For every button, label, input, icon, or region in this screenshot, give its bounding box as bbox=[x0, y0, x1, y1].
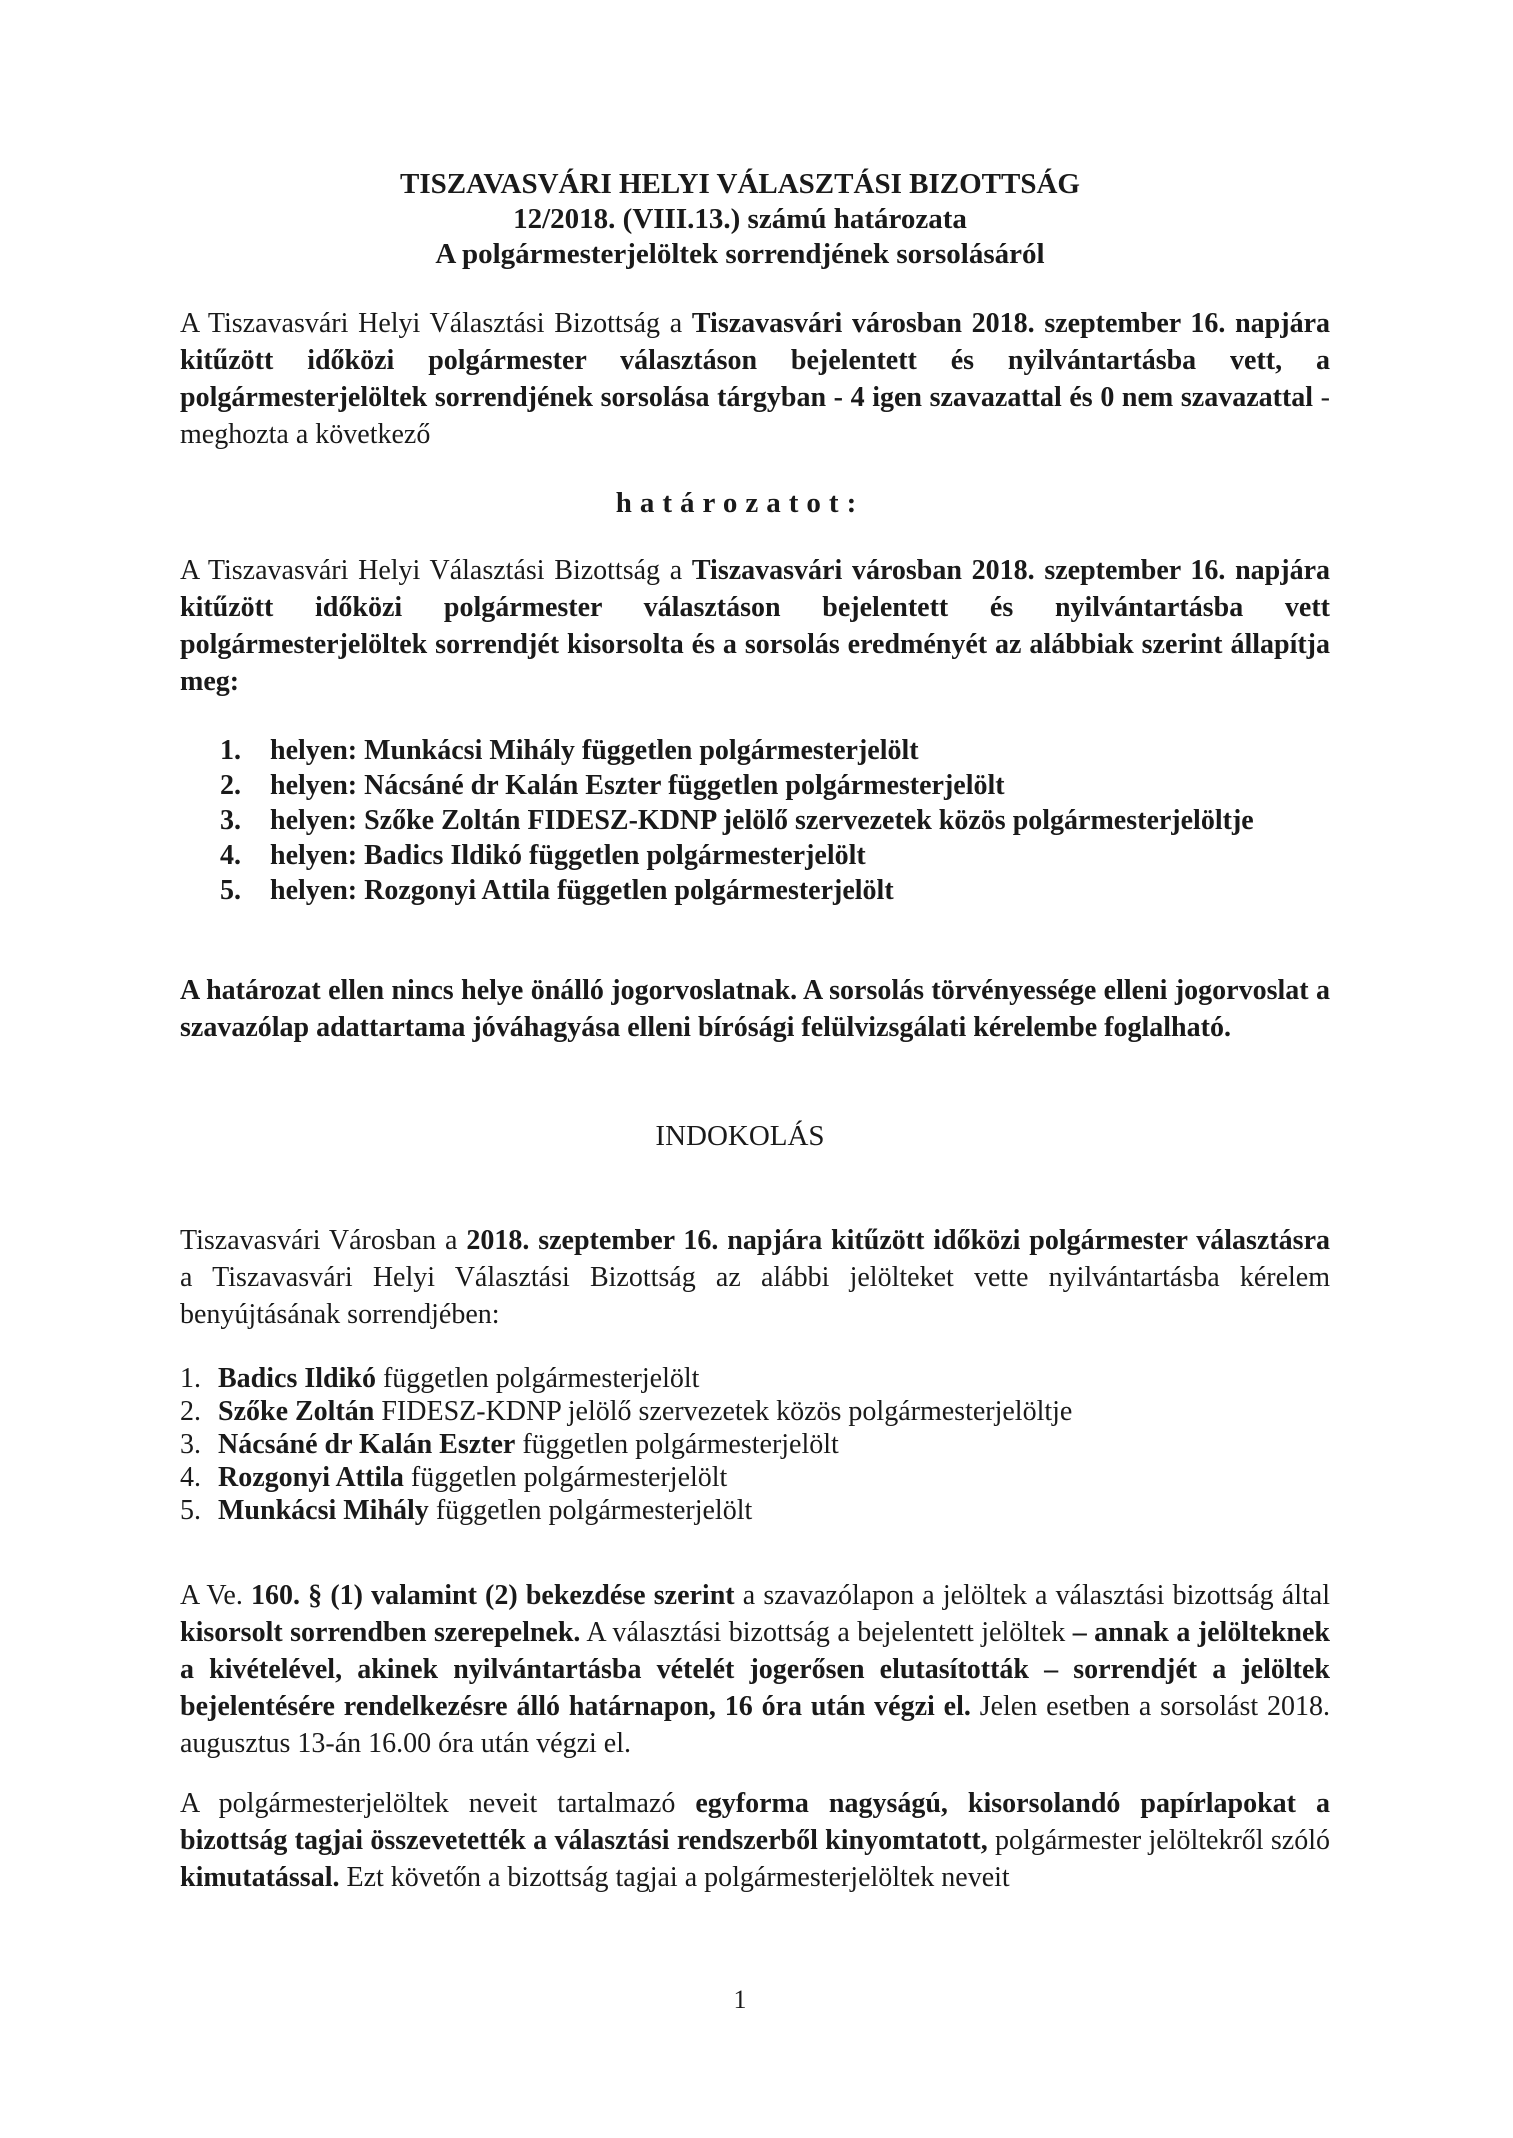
list-item bbox=[220, 733, 1330, 768]
reason2-text-3: A választási bizottság a bejelentett jelöltek bbox=[580, 1617, 1073, 1648]
intro-paragraph bbox=[180, 305, 1330, 453]
candidate-name: Badics Ildikó bbox=[218, 1363, 376, 1394]
candidate-role: független polgármesterjelölt bbox=[428, 1495, 753, 1526]
reason-paragraph-3 bbox=[180, 1785, 1330, 1896]
reason-paragraph-2 bbox=[180, 1577, 1330, 1762]
indokolas-heading: INDOKOLÁS bbox=[655, 1120, 825, 1152]
candidate-role: független polgármesterjelölt bbox=[515, 1429, 839, 1460]
list-item bbox=[180, 1461, 1330, 1494]
list-item-number: 1. bbox=[220, 735, 241, 766]
candidate-role: FIDESZ-KDNP jelölő szervezetek közös polgármesterjelöltje bbox=[374, 1396, 1073, 1427]
reason2-text-4: Jelen esetben a sorsolást 2018. augusztus 13-án 16.00 óra után végzi el. bbox=[180, 1691, 1330, 1759]
list-item bbox=[220, 873, 1330, 908]
reason2-bold-3: – annak a jelölteknek a kivételével, akinek nyilvántartásba vételét jogerősen elutasították – sorrendjét a jelöltek bejelentésére rendelkezésre álló határnapon, 16 óra után végzi el. bbox=[180, 1617, 1330, 1722]
reason2-bold-1: 160. § (1) valamint (2) bekezdése szerint bbox=[251, 1580, 735, 1611]
list-item-text: helyen: Munkácsi Mihály független polgármesterjelölt bbox=[270, 735, 919, 766]
list-item-number: 5. bbox=[180, 1495, 201, 1526]
intro-text-2: - meghozta a következő bbox=[180, 382, 1331, 450]
list-item-text: helyen: Badics Ildikó független polgármesterjelölt bbox=[270, 840, 866, 871]
candidate-name: Nácsáné dr Kalán Eszter bbox=[218, 1429, 516, 1460]
decision-bold-1: Tiszavasvári városban 2018. szeptember 16. napjára kitűzött időközi polgármester választáson bejelentett és nyilvántartásba vett polgármesterjelöltek sorrendjét kisorsolta és a sorsolás eredményét az alábbiak szerint állapítja meg: bbox=[180, 555, 1330, 697]
registered-candidates-list bbox=[180, 1362, 1330, 1527]
list-item-number: 5. bbox=[220, 875, 241, 906]
list-item-text: helyen: Rozgonyi Attila független polgármesterjelölt bbox=[270, 875, 894, 906]
reason3-bold-1: egyforma nagyságú, kisorsolandó papírlapokat a bizottság tagjai összevetették a választási rendszerből kinyomtatott, bbox=[180, 1788, 1330, 1856]
list-item bbox=[220, 838, 1330, 873]
candidate-name: Szőke Zoltán bbox=[218, 1396, 375, 1427]
list-item-number: 3. bbox=[220, 805, 241, 836]
reason-paragraph-1 bbox=[180, 1222, 1330, 1333]
reason3-text-3: Ezt követőn a bizottság tagjai a polgármesterjelöltek neveit bbox=[339, 1862, 1010, 1893]
list-item-number: 4. bbox=[180, 1462, 201, 1493]
list-item bbox=[180, 1362, 1330, 1395]
list-item bbox=[220, 803, 1330, 838]
remedy-paragraph: A határozat ellen nincs helye önálló jogorvoslatnak. A sorsolás törvényessége elleni jogorvoslat a szavazólap adattartama jóváhagyása elleni bírósági felülvizsgálati kérelembe foglalható. bbox=[180, 975, 1330, 1043]
decision-text-1: A Tiszavasvári Helyi Választási Bizottság a bbox=[180, 555, 692, 586]
reason1-text-2: a Tiszavasvári Helyi Választási Bizottság az alábbi jelölteket vette nyilvántartásba kérelem benyújtásának sorrendjében: bbox=[180, 1262, 1330, 1330]
reason3-text-2: polgármester jelöltekről szóló bbox=[987, 1825, 1330, 1856]
intro-bold-1: Tiszavasvári városban 2018. szeptember 16. napjára kitűzött időközi polgármester választáson bejelentett és nyilvántartásba vett, a polgármesterjelöltek sorrendjének sorsolása tárgyban - 4 igen szavazattal és 0 nem szavazattal bbox=[180, 308, 1330, 413]
committee-title: TISZAVASVÁRI HELYI VÁLASZTÁSI BIZOTTSÁG bbox=[400, 168, 1080, 200]
candidate-name: Munkácsi Mihály bbox=[218, 1495, 429, 1526]
reason1-bold-1: 2018. szeptember 16. napjára kitűzött időközi polgármester választásra bbox=[466, 1225, 1331, 1256]
decision-paragraph bbox=[180, 552, 1330, 700]
list-item bbox=[180, 1395, 1330, 1428]
candidate-role: független polgármesterjelölt bbox=[375, 1363, 700, 1394]
reason2-text-2: a szavazólapon a jelöltek a választási bizottság által bbox=[734, 1580, 1330, 1611]
list-item bbox=[180, 1428, 1330, 1461]
list-item-number: 2. bbox=[180, 1396, 201, 1427]
list-item-number: 2. bbox=[220, 770, 241, 801]
list-item-number: 4. bbox=[220, 840, 241, 871]
reason1-text-1: Tiszavasvári Városban a bbox=[180, 1225, 467, 1256]
list-item-number: 3. bbox=[180, 1429, 201, 1460]
draw-results-list bbox=[220, 733, 1330, 908]
candidate-name: Rozgonyi Attila bbox=[218, 1462, 404, 1493]
list-item-number: 1. bbox=[180, 1363, 201, 1394]
intro-text-1: A Tiszavasvári Helyi Választási Bizottság a bbox=[180, 308, 692, 339]
reason2-bold-2: kisorsolt sorrendben szerepelnek. bbox=[180, 1617, 581, 1648]
list-item bbox=[220, 768, 1330, 803]
reason3-text-1: A polgármesterjelöltek neveit tartalmazó bbox=[180, 1788, 696, 1819]
hatarozatot-heading: határozatot: bbox=[615, 487, 865, 519]
reason2-text-1: A Ve. bbox=[180, 1580, 252, 1611]
list-item-text: helyen: Nácsáné dr Kalán Eszter független polgármesterjelölt bbox=[270, 770, 1005, 801]
page-number: 1 bbox=[733, 1985, 747, 2014]
resolution-subject: A polgármesterjelöltek sorrendjének sorsolásáról bbox=[435, 238, 1045, 270]
list-item-text: helyen: Szőke Zoltán FIDESZ-KDNP jelölő szervezetek közös polgármesterjelöltje bbox=[270, 805, 1254, 836]
reason3-bold-2: kimutatással. bbox=[180, 1862, 340, 1893]
resolution-number: 12/2018. (VIII.13.) számú határozata bbox=[513, 203, 967, 235]
list-item bbox=[180, 1494, 1330, 1527]
candidate-role: független polgármesterjelölt bbox=[403, 1462, 728, 1493]
